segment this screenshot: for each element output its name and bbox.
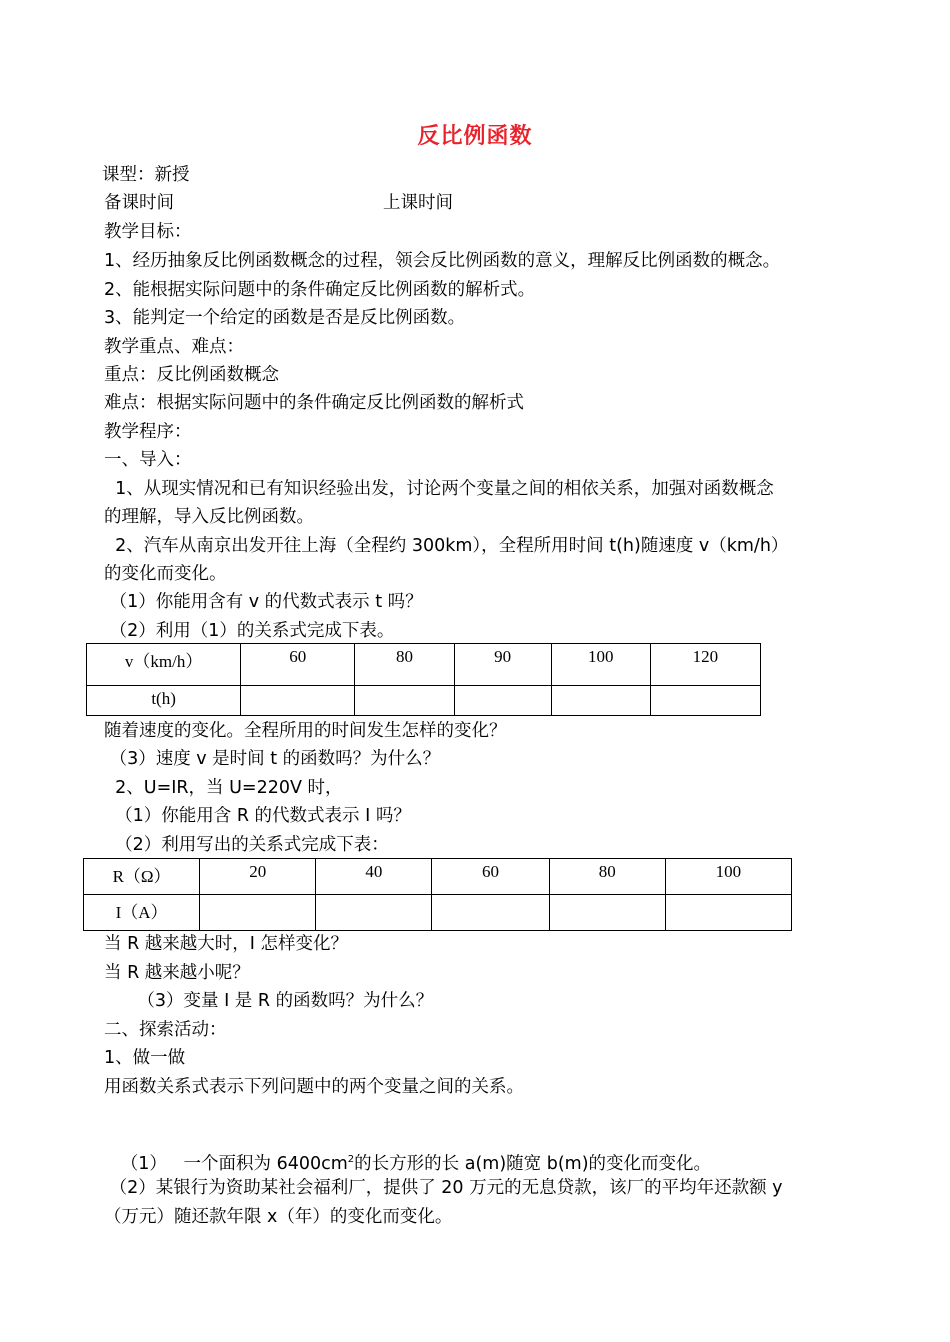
- table-cell: 100: [665, 859, 791, 895]
- table-cell: t(h): [87, 686, 241, 716]
- question-1: （1）你能用含有 v 的代数式表示 t 吗？: [104, 592, 423, 612]
- page-title: 反比例函数: [417, 124, 533, 149]
- table-cell: [650, 686, 760, 716]
- table-cell: [665, 895, 791, 931]
- problem-2: （2）某银行为资助某社会福利厂，提供了 20 万元的无息贷款，该厂的平均年还款额 y: [104, 1178, 783, 1198]
- ohm-law-item: 2、U=IR，当 U=220V 时，: [104, 778, 343, 798]
- ohm-question-3: （3）变量 I 是 R 的函数吗？为什么？: [104, 991, 434, 1011]
- table-cell: [549, 895, 665, 931]
- intro-item-1-cont: 的理解，导入反比例函数。: [104, 507, 314, 527]
- table-cell: 40: [316, 859, 432, 895]
- table-cell: R（Ω）: [84, 859, 200, 895]
- table-cell: 60: [241, 644, 355, 686]
- table-cell: [316, 895, 432, 931]
- goals-heading: 教学目标：: [104, 222, 192, 242]
- table-row: [87, 686, 761, 716]
- problem-1: [104, 1124, 711, 1176]
- intro-item-2-cont: 的变化而变化。: [104, 564, 227, 584]
- table-cell: [200, 895, 316, 931]
- table-row: [84, 895, 792, 931]
- table-cell: [551, 686, 650, 716]
- table-cell: [432, 895, 549, 931]
- question-2: （2）利用（1）的关系式完成下表。: [104, 621, 395, 641]
- lesson-type: 课型：新授: [102, 165, 190, 185]
- table-cell: v（km/h）: [87, 644, 241, 686]
- problem-2-cont: （万元）随还款年限 x（年）的变化而变化。: [104, 1207, 453, 1227]
- section-explore-heading: 二、探索活动：: [104, 1020, 227, 1040]
- goal-2: 2、能根据实际问题中的条件确定反比例函数的解析式。: [104, 280, 536, 300]
- table-row: [84, 859, 792, 895]
- table-cell: [355, 686, 454, 716]
- speed-change-question: 随着速度的变化。全程所用的时间发生怎样的变化？: [104, 721, 507, 741]
- table-cell: 120: [650, 644, 760, 686]
- question-3: （3）速度 v 是时间 t 的函数吗？为什么？: [104, 749, 441, 769]
- ohm-question-1: （1）你能用含 R 的代数式表示 I 吗？: [104, 806, 411, 826]
- problem-1-text-cont: 的长方形的长 a(m)随宽 b(m)的变化而变化。: [354, 1153, 712, 1174]
- table-cell: [241, 686, 355, 716]
- table-cell: 60: [432, 859, 549, 895]
- table-cell: 80: [549, 859, 665, 895]
- activity-instruction: 用函数关系式表示下列问题中的两个变量之间的关系。: [104, 1077, 524, 1097]
- table-cell: 100: [551, 644, 650, 686]
- activity-1-heading: 1、做一做: [104, 1048, 186, 1068]
- table-row: [87, 644, 761, 686]
- table-cell: 80: [355, 644, 454, 686]
- prep-time-label: 备课时间: [104, 193, 174, 213]
- difficult-point: 难点：根据实际问题中的条件确定反比例函数的解析式: [104, 393, 524, 413]
- ohm-question-2: （2）利用写出的关系式完成下表：: [104, 835, 389, 855]
- r-decrease-question: 当 R 越来越小呢？: [104, 963, 250, 983]
- table-cell: [454, 686, 551, 716]
- goal-1: 1、经历抽象反比例函数概念的过程，领会反比例函数的意义，理解反比例函数的概念。: [104, 251, 781, 271]
- intro-item-1: 1、从现实情况和已有知识经验出发，讨论两个变量之间的相依关系，加强对函数概念: [104, 479, 774, 499]
- procedure-heading: 教学程序：: [104, 422, 192, 442]
- section-intro-heading: 一、导入：: [104, 450, 192, 470]
- class-time-label: 上课时间: [383, 193, 453, 213]
- resistance-current-table: [83, 858, 792, 931]
- keypoints-heading: 教学重点、难点：: [104, 337, 244, 357]
- goal-3: 3、能判定一个给定的函数是否是反比例函数。: [104, 308, 466, 328]
- table-cell: I（A）: [84, 895, 200, 931]
- squared-superscript: 2: [347, 1154, 355, 1165]
- speed-time-table: [86, 643, 761, 716]
- r-increase-question: 当 R 越来越大时，I 怎样变化？: [104, 934, 349, 954]
- intro-item-2: 2、汽车从南京出发开往上海（全程约 300km），全程所用时间 t(h)随速度 v（km/h）: [104, 536, 789, 556]
- table-cell: 20: [200, 859, 316, 895]
- problem-1-text: （1） 一个面积为 6400cm: [115, 1153, 348, 1174]
- table-cell: 90: [454, 644, 551, 686]
- key-point: 重点：反比例函数概念: [104, 365, 279, 385]
